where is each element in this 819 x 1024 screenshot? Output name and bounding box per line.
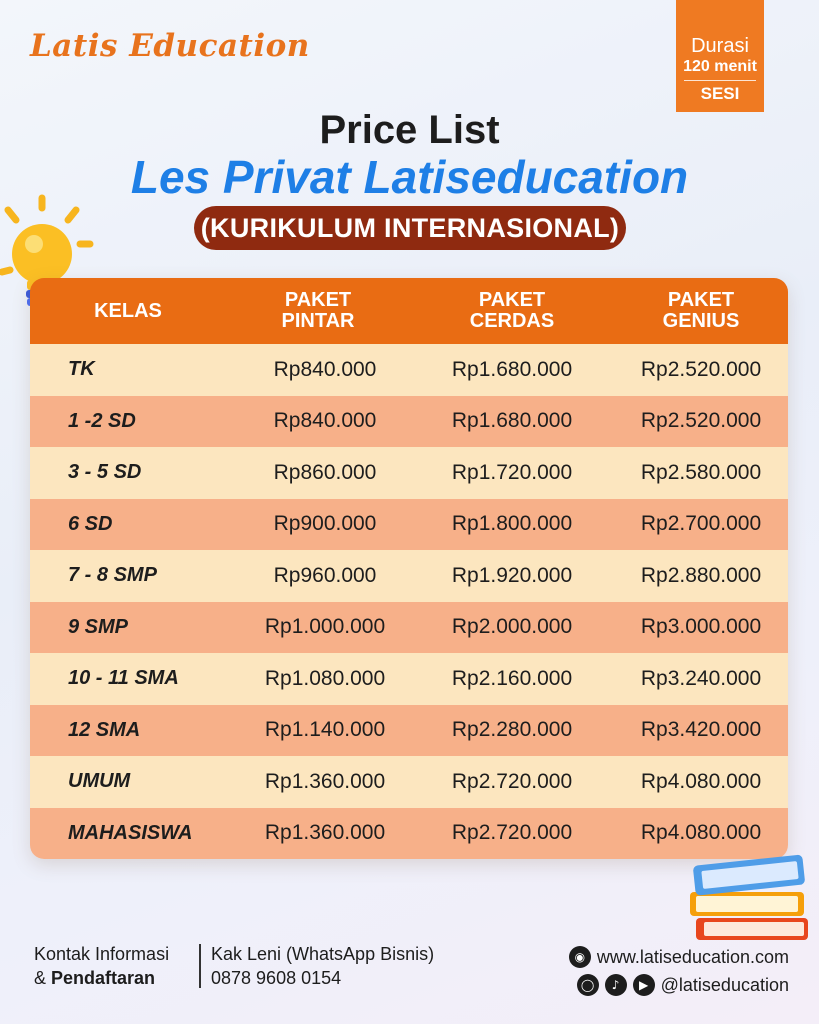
cell-kelas: 3 - 5 SD [68,461,142,484]
globe-icon: ◉ [569,946,591,968]
cell-pintar: Rp840.000 [273,409,377,433]
cell-kelas: 6 SD [68,512,113,535]
youtube-icon[interactable]: ▶ [633,974,655,996]
table-row [30,602,788,654]
table-row [30,705,788,757]
footer-divider [199,944,201,988]
footer-registration: Pendaftaran [51,968,156,988]
price-table [30,278,788,859]
footer-contact [211,942,434,990]
contact-phone[interactable]: 0878 9608 0154 [211,968,342,988]
footer-label-line2 [34,966,169,990]
cell-genius: Rp4.080.000 [640,821,762,845]
cell-cerdas: Rp2.720.000 [451,769,573,793]
cell-pintar: Rp1.360.000 [264,769,386,793]
table-row [30,550,788,602]
duration-badge [676,0,764,112]
curriculum-pill: (KURIKULUM INTERNASIONAL) [194,206,626,250]
cell-pintar: Rp1.080.000 [264,666,386,690]
cell-cerdas: Rp1.680.000 [451,357,573,381]
cell-genius: Rp2.580.000 [640,460,762,484]
cell-pintar: Rp1.000.000 [264,615,386,639]
cell-pintar: Rp960.000 [273,563,377,587]
table-header [30,278,788,344]
badge-label: Durasi [691,35,749,57]
brand-logo: Latis Education [30,28,310,64]
cell-genius: Rp4.080.000 [640,769,762,793]
cell-pintar: Rp1.360.000 [264,821,386,845]
cell-genius: Rp3.420.000 [640,718,762,742]
cell-cerdas: Rp1.720.000 [451,460,573,484]
header-paket-genius: PAKET GENIUS [662,289,740,332]
cell-genius: Rp2.700.000 [640,512,762,536]
cell-pintar: Rp900.000 [273,512,377,536]
cell-genius: Rp2.520.000 [640,409,762,433]
badge-duration: 120 menit [683,58,757,75]
cell-kelas: 1 -2 SD [68,409,136,432]
cell-pintar: Rp860.000 [273,460,377,484]
website-link[interactable]: www.latiseducation.com [596,947,789,967]
tiktok-icon[interactable]: ♪ [605,974,627,996]
cell-genius: Rp2.880.000 [640,563,762,587]
table-body [30,344,788,859]
footer-label-line1: Kontak Informasi [34,944,170,964]
cell-cerdas: Rp2.720.000 [451,821,573,845]
cell-kelas: 10 - 11 SMA [68,667,179,690]
table-row [30,447,788,499]
page-subtitle: Les Privat Latiseducation [130,151,689,203]
cell-pintar: Rp1.140.000 [264,718,386,742]
footer-social [569,942,789,998]
cell-cerdas: Rp1.920.000 [451,563,573,587]
cell-cerdas: Rp2.000.000 [451,615,573,639]
cell-pintar: Rp840.000 [273,357,377,381]
social-line [577,972,789,998]
cell-kelas: 12 SMA [68,718,141,741]
books-icon [690,848,814,948]
table-row [30,344,788,396]
cell-cerdas: Rp1.800.000 [451,512,573,536]
cell-kelas: MAHASISWA [68,821,193,844]
cell-genius: Rp3.000.000 [640,615,762,639]
website-line [569,944,789,970]
table-row [30,756,788,808]
cell-kelas: 7 - 8 SMP [68,564,157,587]
table-row [30,499,788,551]
badge-unit: SESI [700,84,740,103]
cell-kelas: UMUM [68,770,131,793]
table-row [30,653,788,705]
badge-divider [684,80,756,81]
header-paket-pintar: PAKET PINTAR [281,289,355,332]
table-row [30,808,788,860]
header-paket-cerdas: PAKET CERDAS [469,289,555,332]
cell-cerdas: Rp2.160.000 [451,666,573,690]
cell-cerdas: Rp1.680.000 [451,409,573,433]
header-kelas: KELAS [94,299,162,322]
cell-genius: Rp3.240.000 [640,666,762,690]
footer-amp: & [34,968,52,988]
cell-kelas: TK [68,358,95,381]
page-title: Price List [319,108,500,152]
footer-contact-label [34,942,169,990]
contact-name: Kak Leni (WhatsApp Bisnis) [211,944,435,964]
instagram-icon[interactable]: ◯ [577,974,599,996]
cell-kelas: 9 SMP [68,615,129,638]
cell-cerdas: Rp2.280.000 [451,718,573,742]
social-handle[interactable]: @latiseducation [660,975,789,995]
cell-genius: Rp2.520.000 [640,357,762,381]
table-row [30,396,788,448]
